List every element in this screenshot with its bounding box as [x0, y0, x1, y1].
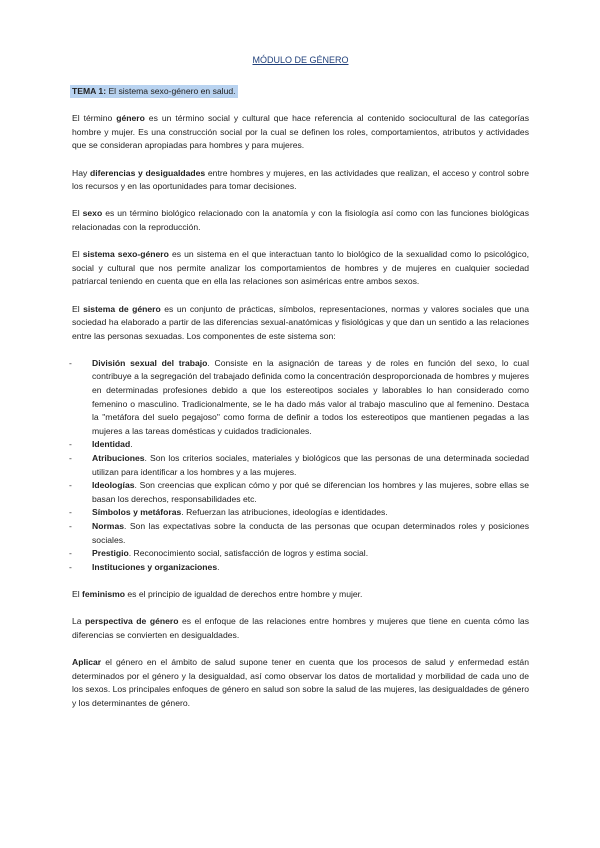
term-aplicar: Aplicar	[72, 656, 102, 667]
list-item: - Identidad.	[72, 438, 529, 452]
page-title: MÓDULO DE GÉNERO	[252, 55, 349, 65]
list-item: - Ideologías. Son creencias que explican cómo y por qué se diferencian los hombres y las mujeres, sobre ellas se basan los derechos, responsabilidades etc.	[72, 479, 529, 506]
list-item: - Atribuciones. Son los criterios sociales, materiales y biológicos que las personas de una determinada sociedad utilizan para identificar a los hombres y a las mujeres.	[72, 452, 529, 479]
paragraph-sexo: El sexo es un término biológico relacionado con la anatomía y con la fisiología así como con las funciones biológicas relacionadas con la reproducción.	[72, 208, 529, 232]
list-item: - Instituciones y organizaciones.	[72, 561, 529, 575]
term-feminismo: feminismo	[82, 588, 126, 599]
paragraph-genero: El término género es un término social y cultural que hace referencia al contenido sociocultural de las categorías hombre y mujer. Es una construcción social por la cual se definen los roles, comportamientos, atributos y actividades que se consideran apropiadas para hombres y para mujeres.	[72, 113, 529, 151]
term-diferencias: diferencias y desigualdades	[89, 167, 206, 178]
topic-text: El sistema sexo-género en salud.	[106, 85, 236, 96]
paragraph-sistema-sexo-genero: El sistema sexo-género es un sistema en el que interactuan tanto lo biológico de la sexualidad como lo psicológico, social y cultural que nos permite analizar los comportamientos de hombres y de mujeres en cualquier sociedad patriarcal teniendo en cuenta que en ella las relaciones son asiméricas entre ambos sexos.	[72, 249, 530, 287]
paragraph-diferencias: Hay diferencias y desigualdades entre hombres y mujeres, en las actividades que realizan, el acceso y control sobre los recursos y en las oportunidades para tomar decisiones.	[72, 167, 529, 192]
list-item: - Símbolos y metáforas. Refuerzan las atribuciones, ideologías e identidades.	[72, 506, 529, 520]
term-sexo: sexo	[82, 208, 103, 219]
list-item: - División sexual del trabajo. Consiste en la asignación de tareas y de roles en función del sexo, lo cual contribuye a la segregación del trabajado definida como la concentración desproporcionada de hombres y mujeres en determinadas profesiones debido a que los estereotipos sociales y laborables lo han considerado como femenino o masculino. Tradicionalmente, se le ha dado más valor al trabajo masculino que al femenino. Destaca la "metáfora del suelo pegajoso" como forma de definir a todos los estereotipos que mantienen pegadas a las mujeres a las tareas domésticas y cuidados tradicionales.	[72, 357, 529, 439]
list-item: - Prestigio. Reconocimiento social, satisfacción de logros y estima social.	[72, 547, 529, 561]
term-sistema-genero: sistema de género	[83, 303, 161, 314]
paragraph-sistema-genero: El sistema de género es un conjunto de prácticas, símbolos, representaciones, normas y valores sociales que una sociedad ha elaborado a partir de las diferencias sexual-anatómicas y fisiológicas y que dan un sentido a las relaciones entre las personas sexuadas. Los componentes de este sistema son:	[72, 303, 529, 341]
document-page	[72, 54, 529, 724]
list-item: - Normas. Son las expectativas sobre la conducta de las personas que ocupan determinados roles y posiciones sociales.	[72, 520, 529, 547]
paragraph-feminismo: El feminismo es el principio de igualdad de derechos entre hombre y mujer.	[72, 588, 363, 599]
paragraph-perspectiva: La perspectiva de género es el enfoque de las relaciones entre hombres y mujeres que tiene en cuenta cómo las diferencias se convierten en desigualdades.	[72, 616, 529, 640]
paragraph-aplicar: Aplicar el género en el ámbito de salud supone tener en cuenta que los procesos de salud y enfermedad están determinados por el género y la desigualdad, así como observar los datos de mortalidad y morbilidad de cada uno de los sexos. Los principales enfoques de género en salud son sobre la salud de las mujeres, las desigualdades de género y los determinantes de género.	[72, 656, 529, 708]
term-perspectiva: perspectiva de género	[85, 616, 179, 627]
topic-label: TEMA 1:	[72, 85, 107, 96]
components-list	[72, 357, 529, 575]
topic-heading	[70, 85, 238, 99]
term-sistema-sexo-genero: sistema sexo-género	[82, 249, 169, 260]
term-genero: género	[116, 113, 145, 124]
